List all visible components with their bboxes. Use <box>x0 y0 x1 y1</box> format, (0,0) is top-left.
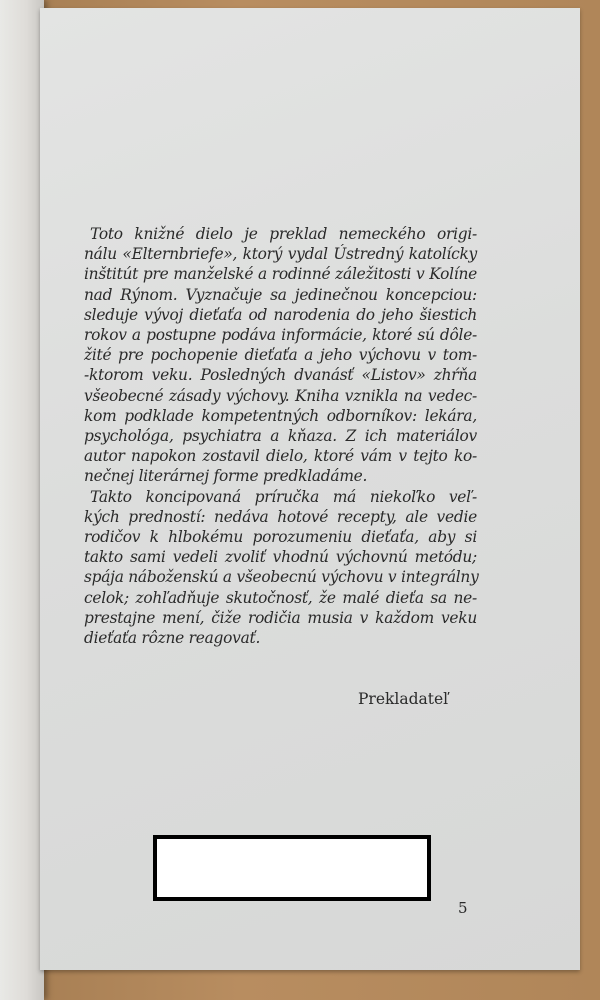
text-line: -ktorom veku. Posledných dvanásť «Listov» zhŕňa <box>84 366 477 385</box>
text-line: Toto knižné dielo je preklad nemeckého origi- <box>90 225 477 243</box>
text-line: rokov a postupne podáva informácie, ktoré sú dôle- <box>84 326 477 345</box>
page-number: 5 <box>458 899 468 917</box>
text-line: autor napokon zostavil dielo, ktoré vám v tejto ko- <box>84 447 477 466</box>
text-line: všeobecné zásady výchovy. Kniha vznikla na vedec- <box>84 386 477 405</box>
foreword-text <box>84 224 477 648</box>
translator-signature: Prekladateľ <box>358 690 449 708</box>
text-line: žité pre pochopenie dieťaťa a jeho výchovu v tom- <box>84 346 477 365</box>
text-line: sleduje vývoj dieťaťa od narodenia do jeho šiestich <box>84 305 477 324</box>
text-line: spája náboženskú a všeobecnú výchovu v integrálny <box>84 568 479 587</box>
text-line: Takto koncipovaná príručka má niekoľko veľ- <box>90 487 477 506</box>
text-line: celok; zohľadňuje skutočnosť, že malé dieťa sa ne- <box>84 588 477 607</box>
text-line: inštitút pre manželské a rodinné záležitosti v Kolíne <box>84 265 477 284</box>
left-page-edge <box>0 0 44 1000</box>
redaction-box <box>153 835 431 901</box>
text-line: kých predností: nedáva hotové recepty, ale vedie <box>84 507 477 526</box>
text-line: dieťaťa rôzne reagovať. <box>84 629 261 648</box>
text-line: rodičov k hlbokému porozumeniu dieťaťa, aby si <box>84 528 477 547</box>
text-line: takto sami vedeli zvoliť vhodnú výchovnú metódu; <box>84 548 477 567</box>
text-line: prestajne mení, čiže rodičia musia v každom veku <box>84 608 477 627</box>
text-line: kom podklade kompetentných odborníkov: lekára, <box>84 406 477 425</box>
text-line: psychológa, psychiatra a kňaza. Z ich materiálov <box>84 427 477 446</box>
text-line: nálu «Elternbriefe», ktorý vydal Ústredný katolícky <box>84 245 477 264</box>
text-line: nečnej literárnej forme predkladáme. <box>84 467 368 486</box>
text-line: nad Rýnom. Vyznačuje sa jedinečnou koncepciou: <box>84 285 477 304</box>
